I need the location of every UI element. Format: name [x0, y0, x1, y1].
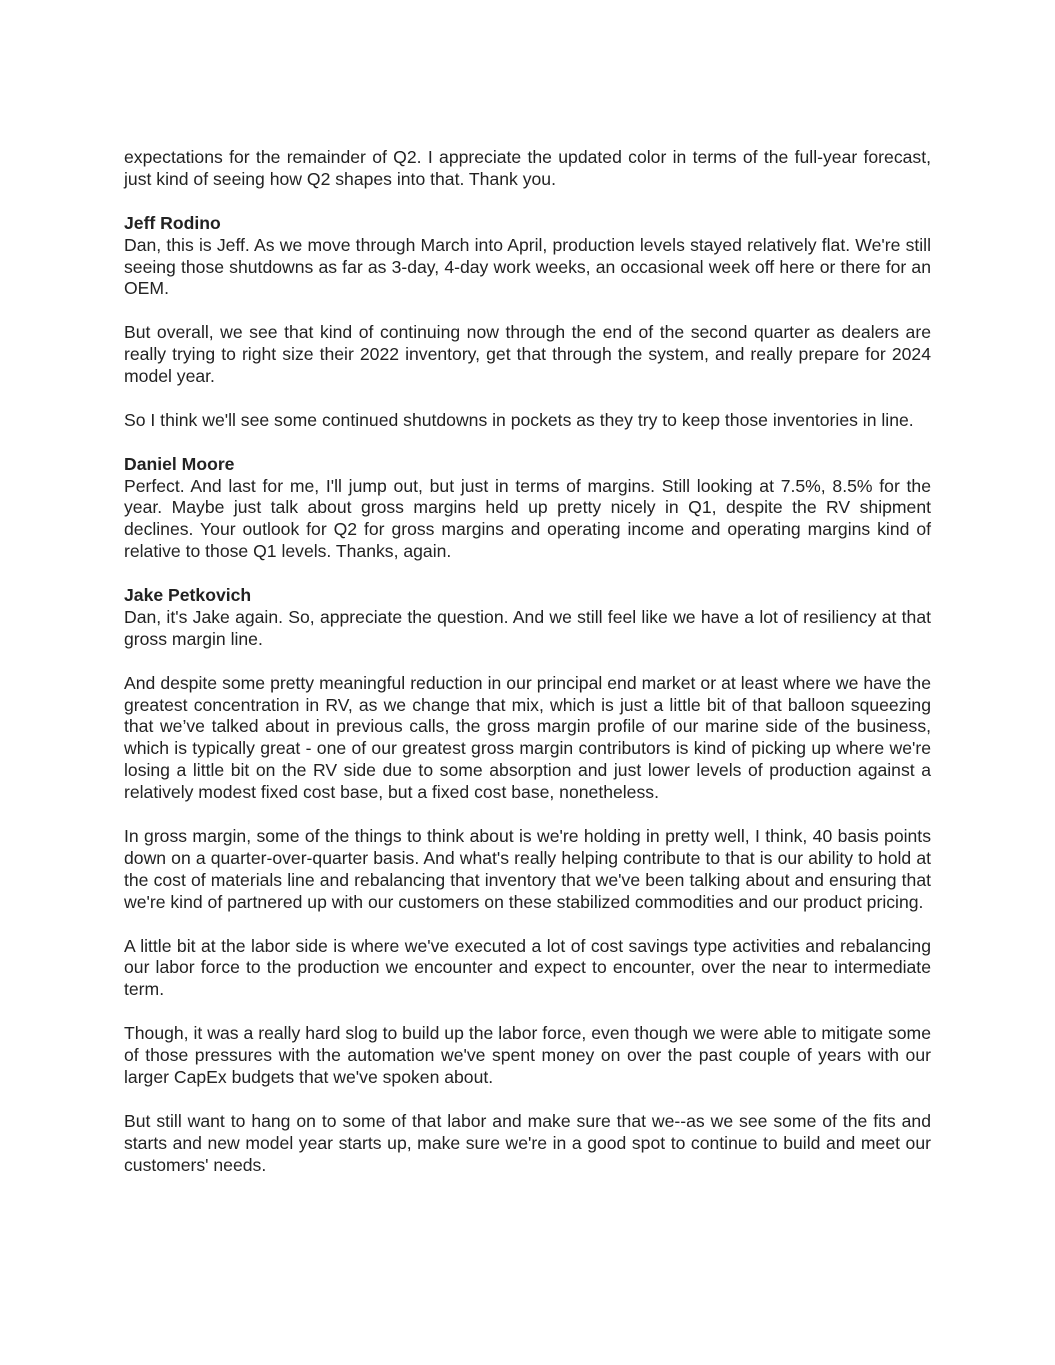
paragraph-gap: [124, 804, 931, 826]
paragraph-gap: [124, 1089, 931, 1111]
paragraph-gap: [124, 432, 931, 454]
paragraph-gap: [124, 191, 931, 213]
paragraph-gap: [124, 914, 931, 936]
transcript-paragraph: Dan, it's Jake again. So, appreciate the question. And we still feel like we have a lot of resiliency at that gross margin line.: [124, 606, 931, 649]
transcript-paragraph: A little bit at the labor side is where we've executed a lot of cost savings type activities and rebalancing our labor force to the production we encounter and expect to encounter, over the near to intermediate term.: [124, 935, 931, 1000]
transcript-paragraph: And despite some pretty meaningful reduction in our principal end market or at least where we have the greatest concentration in RV, as we change that mix, which is just a little bit of that balloon squeezing that we’ve talked about in previous calls, the gross margin profile of our marine side of the business, which is typically great - one of our greatest gross margin contributors is kind of picking up where we're losing a little bit on the RV side due to some absorption and just lower levels of production against a relatively modest fixed cost base, but a fixed cost base, nonetheless.: [124, 672, 931, 803]
transcript-paragraph: Though, it was a really hard slog to build up the labor force, even though we were able to mitigate some of those pressures with the automation we've spent money on over the past couple of years with our larger CapEx budgets that we've spoken about.: [124, 1023, 931, 1087]
paragraph-gap: [124, 1001, 931, 1023]
transcript-paragraph: expectations for the remainder of Q2. I appreciate the updated color in terms of the full-year forecast, just kind of seeing how Q2 shapes into that. Thank you.: [124, 147, 931, 189]
speaker-name: Jake Petkovich: [124, 585, 252, 606]
transcript-paragraph: Dan, this is Jeff. As we move through March into April, production levels stayed relatively flat. We're still seeing those shutdowns as far as 3-day, 4-day work weeks, an occasional week off here or there for an OEM.: [124, 234, 931, 299]
speaker-name: Jeff Rodino: [124, 212, 221, 233]
transcript-paragraph: In gross margin, some of the things to think about is we're holding in pretty well, I think, 40 basis points down on a quarter-over-quarter basis. And what's really helping contribute to that is our ability to hold at the cost of materials line and rebalancing that inventory that we've been talking about and ensuring that we're kind of partnered up with our customers on these stabilized commodities and our product pricing.: [124, 825, 931, 912]
paragraph-gap: [124, 300, 931, 322]
transcript-paragraph: But still want to hang on to some of that labor and make sure that we--as we see some of the fits and starts and new model year starts up, make sure we're in a good spot to continue to build and meet our customers' needs.: [124, 1110, 931, 1175]
transcript-paragraph: But overall, we see that kind of continuing now through the end of the second quarter as dealers are really trying to right size their 2022 inventory, get that through the system, and really prepare for 2024 model year.: [124, 322, 931, 387]
paragraph-gap: [124, 651, 931, 673]
speaker-name: Daniel Moore: [124, 453, 235, 474]
paragraph-gap: [124, 388, 931, 410]
transcript-paragraph: Perfect. And last for me, I'll jump out, but just in terms of margins. Still looking at 7.5%, 8.5% for the year. Maybe just talk about gross margins held up pretty nicely in Q1, despite the RV shipment declines. Your outlook for Q2 for gross margins and operating income and operating margins kind of relative to those Q1 levels. Thanks, again.: [124, 475, 931, 562]
transcript-paragraph: So I think we'll see some continued shutdowns in pockets as they try to keep those inventories in line.: [124, 409, 914, 430]
transcript-page: [124, 147, 931, 1176]
paragraph-gap: [124, 563, 931, 585]
